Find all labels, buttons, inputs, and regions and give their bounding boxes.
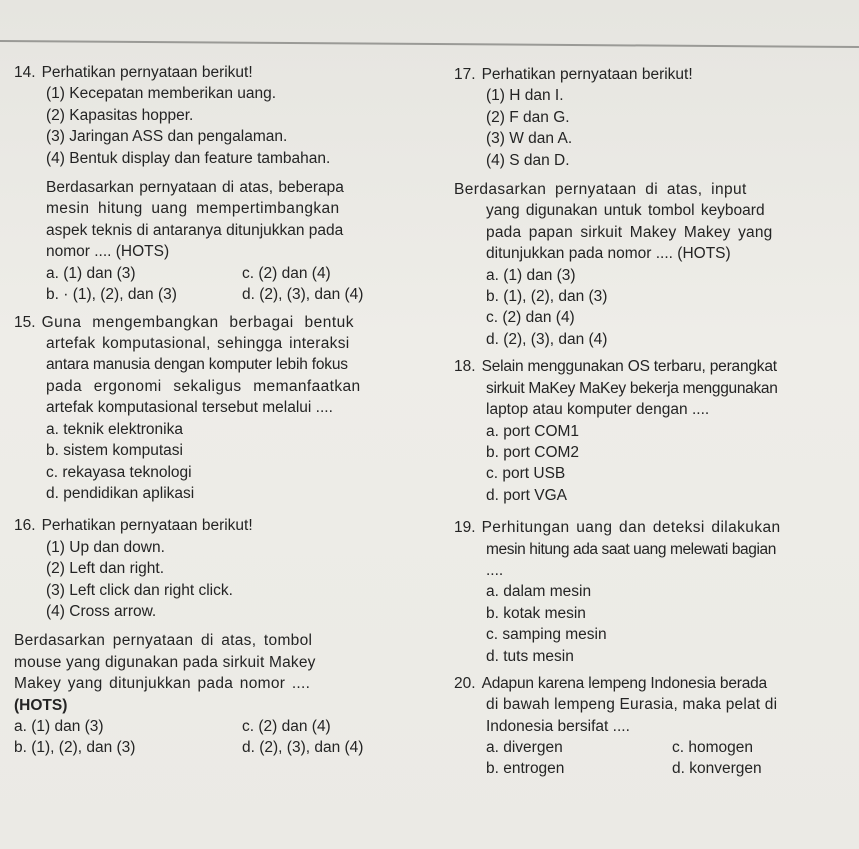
question-18 — [454, 356, 856, 506]
option-b[interactable]: b. sistem komputasi — [46, 442, 183, 460]
question-number: 18. — [454, 358, 476, 376]
question-stem: Perhatikan pernyataan berikut! — [41, 64, 253, 81]
question-text-line: nomor .... (HOTS) — [46, 243, 170, 261]
option-c[interactable]: c. samping mesin — [486, 626, 607, 644]
option-a[interactable]: a. (1) dan (3) — [46, 264, 136, 282]
statement-item: (2) F dan G. — [486, 108, 570, 126]
question-stem: Perhatikan pernyataan berikut! — [481, 66, 693, 83]
option-a[interactable]: a. teknik elektronika — [46, 420, 183, 438]
question-number: 14. — [14, 64, 36, 81]
question-text-line: artefak komputasional tersebut melalui .... — [46, 399, 333, 417]
option-c[interactable]: c. (2) dan (4) — [242, 264, 331, 282]
question-number: 19. — [454, 519, 476, 537]
option-d[interactable]: d. port VGA — [486, 486, 567, 504]
option-d[interactable]: d. (2), (3), dan (4) — [242, 285, 364, 303]
question-text-line: Selain menggunakan OS terbaru, perangkat — [481, 358, 777, 376]
question-text-line: Guna mengembangkan berbagai bentuk — [41, 313, 355, 331]
option-b[interactable]: b. (1), (2), dan (3) — [486, 288, 608, 306]
question-text-line: antara manusia dengan komputer lebih fokus — [46, 356, 348, 374]
question-text-line: Indonesia bersifat .... — [486, 717, 630, 735]
option-d[interactable]: d. (2), (3), dan (4) — [486, 330, 608, 348]
question-number: 16. — [14, 517, 36, 535]
question-text-line: mesin hitung uang mempertimbangkan — [46, 200, 340, 218]
question-text-line: aspek teknis di antaranya ditunjukkan pada — [46, 221, 344, 239]
option-c[interactable]: c. (2) dan (4) — [486, 309, 575, 327]
question-text-line: Makey yang ditunjukkan pada nomor .... — [14, 675, 311, 693]
question-text-line: (HOTS) — [14, 696, 68, 714]
statement-item: (1) Up dan down. — [46, 538, 165, 556]
question-16 — [14, 515, 436, 759]
option-d[interactable]: d. pendidikan aplikasi — [46, 484, 195, 502]
option-c[interactable]: c. (2) dan (4) — [242, 717, 331, 735]
statement-item: (2) Left dan right. — [46, 560, 165, 578]
option-b[interactable]: b. kotak mesin — [486, 604, 586, 622]
statement-item: (3) W dan A. — [486, 130, 573, 148]
top-divider — [0, 40, 859, 48]
statement-item: (3) Jaringan ASS dan pengalaman. — [46, 128, 288, 146]
question-text-line: mouse yang digunakan pada sirkuit Makey — [14, 653, 316, 671]
question-text-line: pada ergonomi sekaligus memanfaatkan — [46, 377, 361, 395]
question-text-line: artefak komputasional, sehingga interaksi — [46, 335, 350, 353]
option-b[interactable]: b. port COM2 — [486, 443, 580, 461]
statement-item: (4) Bentuk display dan feature tambahan. — [46, 149, 331, 167]
option-a[interactable]: a. port COM1 — [486, 422, 580, 440]
question-19 — [454, 517, 856, 667]
left-column — [14, 62, 436, 759]
question-text-line: Berdasarkan pernyataan di atas, tombol — [14, 632, 313, 650]
question-text-line: Berdasarkan pernyataan di atas, input — [454, 181, 747, 199]
option-c[interactable]: c. port USB — [486, 465, 566, 483]
question-14 — [14, 62, 436, 306]
question-text-line: Perhitungan uang dan deteksi dilakukan — [481, 519, 781, 537]
question-text-line: Berdasarkan pernyataan di atas, beberapa — [46, 179, 344, 197]
question-text-line: laptop atau komputer dengan .... — [486, 401, 710, 419]
statement-item: (4) Cross arrow. — [46, 602, 157, 620]
option-a[interactable]: a. (1) dan (3) — [14, 717, 104, 735]
question-text-line: ditunjukkan pada nomor .... (HOTS) — [486, 245, 731, 263]
option-c[interactable]: c. rekayasa teknologi — [46, 463, 192, 481]
question-text-line: di bawah lempeng Eurasia, maka pelat di — [486, 696, 778, 714]
question-text-line: pada papan sirkuit Makey Makey yang — [486, 223, 773, 241]
question-text-line: .... — [486, 561, 504, 579]
statement-item: (2) Kapasitas hopper. — [46, 106, 194, 124]
question-20 — [454, 673, 856, 780]
option-a[interactable]: a. (1) dan (3) — [486, 266, 576, 284]
option-d[interactable]: d. konvergen — [672, 760, 762, 778]
question-text-line: mesin hitung ada saat uang melewati bagian — [486, 540, 776, 558]
statement-item: (1) H dan I. — [486, 87, 564, 105]
option-d[interactable]: d. tuts mesin — [486, 647, 574, 665]
option-a[interactable]: a. dalam mesin — [486, 583, 592, 601]
right-column — [454, 64, 856, 780]
statement-item: (4) S dan D. — [486, 151, 570, 169]
question-17 — [454, 64, 856, 350]
option-b[interactable]: b. · (1), (2), dan (3) — [46, 285, 177, 303]
question-number: 15. — [14, 313, 36, 331]
question-text-line: yang digunakan untuk tombol keyboard — [486, 202, 765, 220]
option-b[interactable]: b. entrogen — [486, 760, 565, 778]
question-text-line: Adapun karena lempeng Indonesia berada — [481, 674, 767, 692]
question-number: 20. — [454, 674, 476, 692]
option-c[interactable]: c. homogen — [672, 739, 753, 757]
question-stem: Perhatikan pernyataan berikut! — [41, 517, 253, 535]
statement-item: (3) Left click dan right click. — [46, 581, 233, 599]
option-b[interactable]: b. (1), (2), dan (3) — [14, 738, 136, 756]
question-15 — [14, 312, 436, 505]
option-a[interactable]: a. divergen — [486, 739, 563, 757]
statement-item: (1) Kecepatan memberikan uang. — [46, 85, 277, 103]
question-text-line: sirkuit MaKey MaKey bekerja menggunakan — [486, 379, 778, 397]
question-number: 17. — [454, 66, 476, 83]
option-d[interactable]: d. (2), (3), dan (4) — [242, 738, 364, 756]
